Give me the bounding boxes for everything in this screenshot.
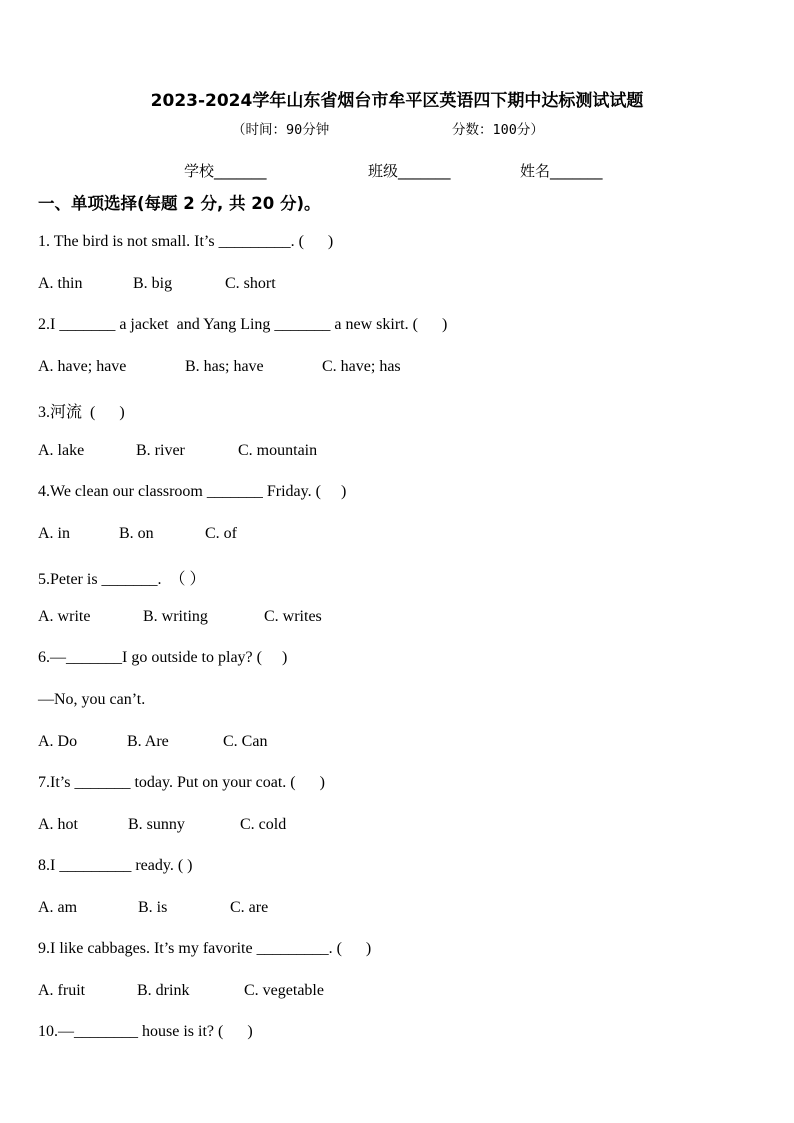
q8-option-c: C. are: [230, 899, 269, 916]
q2-option-c: C. have; has: [322, 358, 401, 375]
question-10: 10.—________ house is it? ( ): [38, 1023, 253, 1040]
section-title: 一、单项选择(每题 2 分, 共 20 分)。: [38, 194, 321, 213]
q8-option-a: A. am: [38, 899, 78, 916]
q7-option-a: A. hot: [38, 816, 78, 833]
q4-option-a: A. in: [38, 525, 70, 542]
q4-option-b: B. on: [119, 525, 154, 542]
school-field: 学校_______: [184, 162, 267, 180]
question-2: 2.I _______ a jacket and Yang Ling _______ a new skirt. ( ): [38, 316, 448, 333]
question-7: 7.It’s _______ today. Put on your coat. ( ): [38, 774, 325, 791]
q3-option-b: B. river: [136, 442, 185, 459]
q9-option-b: B. drink: [137, 982, 190, 999]
q8-option-b: B. is: [138, 899, 168, 916]
q5-option-c: C. writes: [264, 608, 322, 625]
question-6: 6.—_______I go outside to play? ( ): [38, 649, 288, 666]
question-3: 3.河流 ( ): [38, 404, 125, 421]
exam-time: （时间：90分钟: [232, 122, 330, 138]
q3-option-c: C. mountain: [238, 442, 318, 459]
q7-option-b: B. sunny: [128, 816, 185, 833]
q9-option-a: A. fruit: [38, 982, 86, 999]
q2-option-b: B. has; have: [185, 358, 264, 375]
q1-option-c: C. short: [225, 275, 276, 292]
q5-option-a: A. write: [38, 608, 91, 625]
question-6-answer-line: —No, you can’t.: [38, 691, 146, 708]
q1-option-b: B. big: [133, 275, 173, 292]
q4-option-c: C. of: [205, 525, 237, 542]
q9-option-c: C. vegetable: [244, 982, 324, 999]
q6-option-c: C. Can: [223, 733, 268, 750]
question-4: 4.We clean our classroom _______ Friday. ( ): [38, 483, 347, 500]
question-1: 1. The bird is not small. It’s _________. ( ): [38, 233, 334, 250]
exam-score: 分数：100分）: [452, 122, 544, 138]
name-field: 姓名_______: [520, 162, 603, 180]
q6-option-a: A. Do: [38, 733, 78, 750]
q5-option-b: B. writing: [143, 608, 208, 625]
class-field: 班级_______: [368, 162, 451, 180]
question-5: 5.Peter is _______. （ ）: [38, 571, 206, 588]
page-title: 2023-2024学年山东省烟台市牟平区英语四下期中达标测试试题: [150, 91, 644, 111]
q3-option-a: A. lake: [38, 442, 85, 459]
question-8: 8.I _________ ready. ( ): [38, 857, 193, 874]
q2-option-a: A. have; have: [38, 358, 127, 375]
q7-option-c: C. cold: [240, 816, 287, 833]
q6-option-b: B. Are: [127, 733, 169, 750]
question-9: 9.I like cabbages. It’s my favorite _________. ( ): [38, 940, 372, 957]
q1-option-a: A. thin: [38, 275, 83, 292]
